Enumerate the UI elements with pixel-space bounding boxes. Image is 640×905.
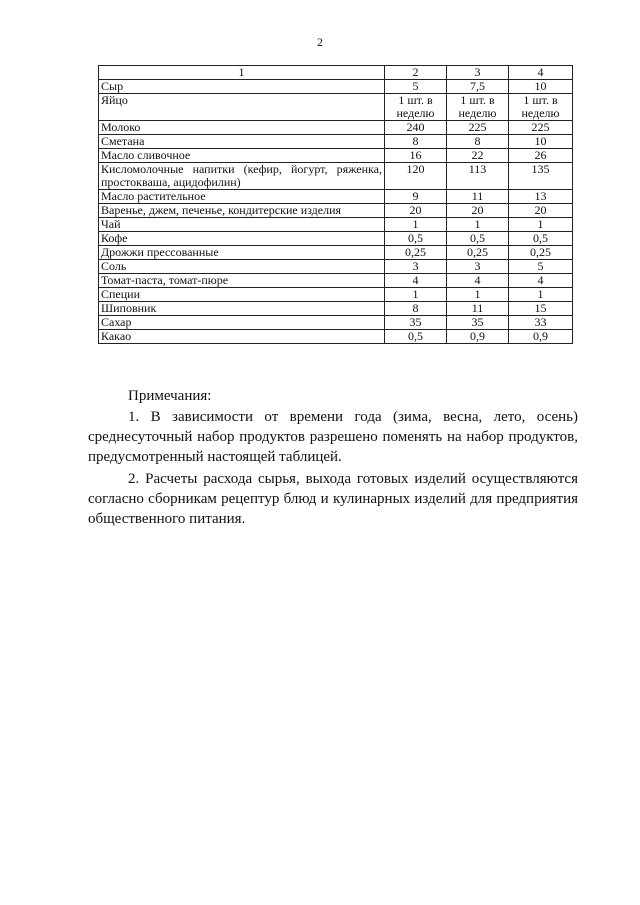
notes-section — [88, 386, 578, 531]
value-col-3: 4 — [447, 274, 509, 288]
product-name: Масло сливочное — [99, 149, 385, 163]
product-name: Яйцо — [99, 94, 385, 121]
product-name: Сахар — [99, 316, 385, 330]
value-col-2: 120 — [385, 163, 447, 190]
product-name: Масло растительное — [99, 190, 385, 204]
value-col-3: 20 — [447, 204, 509, 218]
value-col-3: 35 — [447, 316, 509, 330]
value-col-3: 113 — [447, 163, 509, 190]
value-col-2: 1 — [385, 218, 447, 232]
header-cell: 1 — [99, 66, 385, 80]
value-col-3: 1 — [447, 288, 509, 302]
value-col-2: 20 — [385, 204, 447, 218]
value-col-2: 35 — [385, 316, 447, 330]
value-col-3: 1 — [447, 218, 509, 232]
header-cell: 4 — [509, 66, 573, 80]
value-col-4: 0,5 — [509, 232, 573, 246]
value-col-3: 3 — [447, 260, 509, 274]
table-row — [99, 260, 573, 274]
table-row — [99, 232, 573, 246]
product-name: Молоко — [99, 121, 385, 135]
value-col-2: 5 — [385, 80, 447, 94]
table-row — [99, 190, 573, 204]
value-col-3: 0,25 — [447, 246, 509, 260]
value-col-2: 1 — [385, 288, 447, 302]
product-name: Кисломолочные напитки (кефир, йогурт, ряженка, простокваша, ацидофилин) — [99, 163, 385, 190]
value-col-4: 1 шт. в неделю — [509, 94, 573, 121]
notes-heading: Примечания: — [128, 388, 212, 404]
value-col-3: 11 — [447, 302, 509, 316]
value-col-2: 8 — [385, 135, 447, 149]
product-name: Томат-паста, томат-пюре — [99, 274, 385, 288]
value-col-4: 1 — [509, 288, 573, 302]
value-col-2: 0,25 — [385, 246, 447, 260]
product-name: Чай — [99, 218, 385, 232]
table-row — [99, 288, 573, 302]
table-row — [99, 218, 573, 232]
value-col-4: 13 — [509, 190, 573, 204]
product-name: Шиповник — [99, 302, 385, 316]
table-row — [99, 163, 573, 190]
product-name: Сыр — [99, 80, 385, 94]
value-col-4: 33 — [509, 316, 573, 330]
table-row — [99, 80, 573, 94]
table-row — [99, 316, 573, 330]
value-col-3: 22 — [447, 149, 509, 163]
value-col-4: 4 — [509, 274, 573, 288]
value-col-2: 240 — [385, 121, 447, 135]
table-row — [99, 121, 573, 135]
header-cell: 2 — [385, 66, 447, 80]
table-row — [99, 204, 573, 218]
value-col-2: 0,5 — [385, 330, 447, 344]
value-col-4: 225 — [509, 121, 573, 135]
value-col-2: 4 — [385, 274, 447, 288]
value-col-3: 11 — [447, 190, 509, 204]
value-col-4: 15 — [509, 302, 573, 316]
value-col-2: 1 шт. в неделю — [385, 94, 447, 121]
table-row — [99, 135, 573, 149]
value-col-4: 10 — [509, 80, 573, 94]
table-header-row — [99, 66, 573, 80]
value-col-2: 3 — [385, 260, 447, 274]
value-col-3: 7,5 — [447, 80, 509, 94]
value-col-3: 0,5 — [447, 232, 509, 246]
table-row — [99, 149, 573, 163]
product-name: Дрожжи прессованные — [99, 246, 385, 260]
value-col-4: 5 — [509, 260, 573, 274]
value-col-2: 0,5 — [385, 232, 447, 246]
value-col-2: 16 — [385, 149, 447, 163]
table-row — [99, 246, 573, 260]
value-col-4: 10 — [509, 135, 573, 149]
product-name: Специи — [99, 288, 385, 302]
value-col-4: 0,25 — [509, 246, 573, 260]
product-name: Кофе — [99, 232, 385, 246]
value-col-4: 0,9 — [509, 330, 573, 344]
product-name: Какао — [99, 330, 385, 344]
table-row — [99, 94, 573, 121]
product-name: Варенье, джем, печенье, кондитерские изделия — [99, 204, 385, 218]
note-item-2: 2. Расчеты расхода сырья, выхода готовых изделий осуществляются согласно сборникам рецептур блюд и кулинарных изделий для предприятия общественного питания. — [88, 471, 578, 527]
value-col-4: 1 — [509, 218, 573, 232]
table-row — [99, 274, 573, 288]
product-name: Сметана — [99, 135, 385, 149]
header-cell: 3 — [447, 66, 509, 80]
note-item-1: 1. В зависимости от времени года (зима, весна, лето, осень) среднесуточный набор продуктов разрешено поменять на набор продуктов, предусмотренный настоящей таблицей. — [88, 409, 578, 465]
page-number: 2 — [317, 35, 323, 49]
value-col-4: 135 — [509, 163, 573, 190]
value-col-3: 0,9 — [447, 330, 509, 344]
value-col-3: 225 — [447, 121, 509, 135]
table-row — [99, 330, 573, 344]
value-col-3: 8 — [447, 135, 509, 149]
value-col-4: 20 — [509, 204, 573, 218]
product-name: Соль — [99, 260, 385, 274]
value-col-3: 1 шт. в неделю — [447, 94, 509, 121]
products-table — [98, 65, 573, 344]
value-col-4: 26 — [509, 149, 573, 163]
value-col-2: 8 — [385, 302, 447, 316]
value-col-2: 9 — [385, 190, 447, 204]
table-row — [99, 302, 573, 316]
